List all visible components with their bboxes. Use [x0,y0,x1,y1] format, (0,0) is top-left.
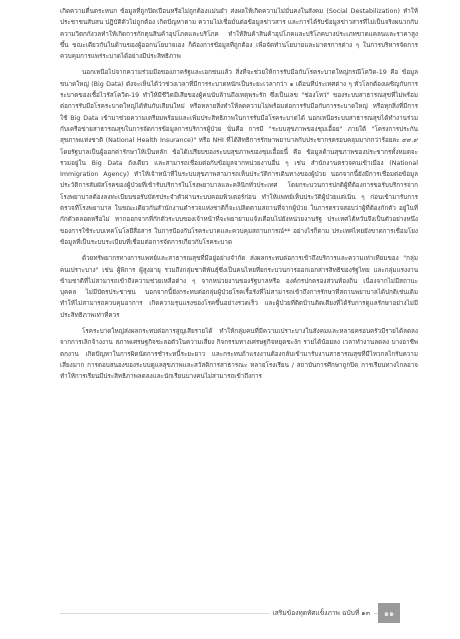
paragraph-1: เกิดความตื่นตระหนก ข้อมูลที่ถูกปิดเปือนหรือไม่ถูกต้องแม่นยำ ส่งผลให้เกิดความไม่มั่นคงในสังคม (Social Destabilization) ทำให้ประชาชนสับสน ปฏิบัติตัวไม่ถูกต้อง เกิดปัญหาตาม ความไม่เชื่อมั่นต่อข้อมูลข่าวสาร และการได้รับข้อมูลข่าวสารที่ไม่เป็นจริงผนวกกับความวิตกกังวลทำให้เกิดการกักตุนสินค้าอุปโภคและบริโภค ทำให้สินค้าสินค้าอุปโภคและบริโภคบางประเภทขาดแคลนและราคาสูงขึ้น ขณะเดียวกันในด้านของผู้ออกนโยบายเอง ก็ต้องการข้อมูลที่ถูกต้อง เพื่อจัดทำนโยบายและมาตรการต่าง ๆ ในการบริหารจัดการควบคุมการแพร่ระบาดได้อย่างมีประสิทธิภาพ [60,8,418,61]
journal-title: เสริมข้องทุดทัศแข็งภาพ ฉบับที่ ๑๓ [269,605,374,621]
paragraph-3: ด้วยทรัพยากรทางการแพทย์และสาธารณสุขที่มีอยู่อย่างจำกัด ส่งผลกระทบต่อการเข้าถึงบริการและความเท่าเทียมของ "กลุ่มคนเปราะบาง" เช่น ผู้พิการ ผู้สูงอายุ รวมถึงกลุ่มชาติพันธุ์ซึ่งเป็นคนไทยที่ยกระบวนการออกเอกสารสิทธิของรัฐไทย และกลุ่มแรงงานข้ามชาติที่ไม่สามารถเข้าถึงความช่วยเหลือต่าง ๆ จากหน่วยงานของรัฐบาลหรือ องค์กรปกครองส่วนท้องถิ่น เนื่องจากไม่มีสถานะบุคคล ไม่มีบัตรประชาชน นอกจากนี้ยังกระทบต่อกลุ่มผู้ป่วยโรคเรื้อรังที่ไม่สามารถเข้าถึงการรักษาที่สถานพยาบาลได้ปกติเช่นเดิม ทำให้ไม่สามารถควบคุมอาการ เกิดความรุนแรงของโรคขึ้นอย่างรวดเร็ว และผู้ป่วยที่ติดบ้านติดเตียงที่ได้รับการดูแลรักษาอย่างไม่มีประสิทธิภาพเท่าที่ควร [60,255,418,319]
article-body [60,6,418,388]
page-number: ๑๑ [383,608,395,618]
paragraph-4: โรคระบาดใหญ่ส่งผลกระทบต่อการสูญเสียรายได้ ทำให้กลุ่มคนที่มีความเปราะบางในสังคมและหลายครอบครัวมีรายได้ลดลงจากการเลิกจ้างงาน สภาพเศรษฐกิจชะลอตัวในความเสี่ยง กิจกรรมทางเศรษฐกิจหยุดชะงัก รายได้น้อยลง เวลาทำงานลดลง บางอาชีพตกงาน เกิดปัญหาในการผิดนัดการชำระหนี้ระยะยาว และกระทบถ้าแรงงานต้องกลับเข้ามารับงานสาธารณสุขที่มีไหวกลไกรับความเสี่ยงมาก การตอบสนองของระบบดูแลสุขภาพและสวัสดิการสาธารณะ หลายโรงเรียน / สถาบันการศึกษาถูกปิด การเรียนทางไกลอาจทำให้การเรียนมีประสิทธิภาพลดลงและนักเรียนบางคนไม่สามารถเข้าถึงการ [60,328,418,381]
paragraph-2: นอกเหนือไปจากความร่วมมือของภาครัฐและเอกชนแล้ว สิ่งที่จะช่วยให้การรับมือกับโรคระบาดใหญ่กรณีโควิด-19 คือ ข้อมูลขนาดใหญ่ (Big Data) ดังจะเห็นได้ว่าช่วงเวลาที่มีการระบาดหนักเป็นระยะเวลากว่า ๑ เดือนที่ประเทศต่าง ๆ ทั่วโลกต้องเผชิญกับการระบาดของเชื้อไวรัสโควิด-19 ทำให้มีชีวิตมีเสียของผู้คนนับล้านถึงเหตุพระรัก ซึ่งเป็นเลข "ช่องโหว่" ของระบบสาธารณสุขที่ไม่พร้อมต่อการรับมือโรคระบาดใหญ่ได้ทันกับเสียนใหม่ หรือหลายสิ่งทำให้ลดความไม่พร้อมต่อการรับมือกับการระบาดใหญ่ หรือทุกสิ่งที่มีการใช้ Big Data เข้ามาช่วยความเตรียมพร้อมและเพิ่มประสิทธิภาพในการรับมือโรคระบาดได้ นอกเหนือระบบสาธารณสุขได้ทำงานร่วมกับเครือข่ายสาธารณสุขในการจัดการข้อมูลการบริการผู้ป่วย นั่นคือ การมี "ระบบสุขภาพของชุมเอื้อย" ภายใต้ "โครงการประกันสุขภาพแห่งชาติ (National Health Insurance)" หรือ NHI ที่ได้สิทธิการรักษาพยาบาลกับประชากรครอบคลุมมากกว่าร้อยละ ๙๙.๙ โดยรัฐบาลเป็นผู้ออกค่ารักษาให้เป็นหลัก ข้อได้เปรียบของระบบสุขภาพของชุมเอื้อยนี้ คือ ข้อมูลด้านสุขภาพของประชากรทั้งหมดจะรวมอยู่ใน Big Data ถังเดียว และสามารถเชื่อมต่อกับข้อมูลจากหน่วยงานอื่น ๆ เช่น สำนักงานตรวจคนเข้าเมือง (National Immigration Agency) ทำให้เจ้าหน้าที่ในระบบสุขภาพสามารถเห็นประวัติการเดินทางของผู้ป่วย นอกจากนี้ยังมีการเชื่อมต่อข้อมูลประวัติการสัมผัสโรคของผู้ป่วยที่เข้ารับบริการในโรงพยาบาลและคลินิกทั่วประเทศ โดยกระบวนการปกติผู้ที่ต้องการขอรับบริการจากโรงพยาบาลต้องลงทะเบียนขอรับบัตรประจำตัวผ่านระบบคอมพิวเตอร์ก่อน ทำให้แพทย์เห็นประวัติผู้ป่วยแต่เนิ่น ๆ ก่อนเข้ามารับการตรวจที่โรงพยาบาล ในขณะเดียวกันสำนักงานตำรวจแห่งชาติก็จะเปลิดตามสถานที่จากผู้ป่วย ในการตรวจสอบว่าผู้ที่ต้องกักตัว อยู่ในที่กักตัวตลอดหรือไม่ หากออกจากที่กักตัวระบบของเจ้าหน้าที่จะพยายามแจ้งเตือนไปยังหน่วยงานรัฐ ประเทศไต้หวันจึงเป็นตัวอย่างหนึ่งของการใช้ระบบเทคโนโลยีสื่อสาร ในการป้องกันโรคระบาดและควบคุมสถานการณ์** อย่างไรก็ตาม ประเทศไทยยังขาดการเชื่อมโยงข้อมูลที่เป็นระบบระเบียบที่เชื่อมต่อการจัดการเกี่ยวกับโรคระบาด [60,69,418,246]
page-number-badge [378,603,400,623]
page-footer [0,603,460,623]
